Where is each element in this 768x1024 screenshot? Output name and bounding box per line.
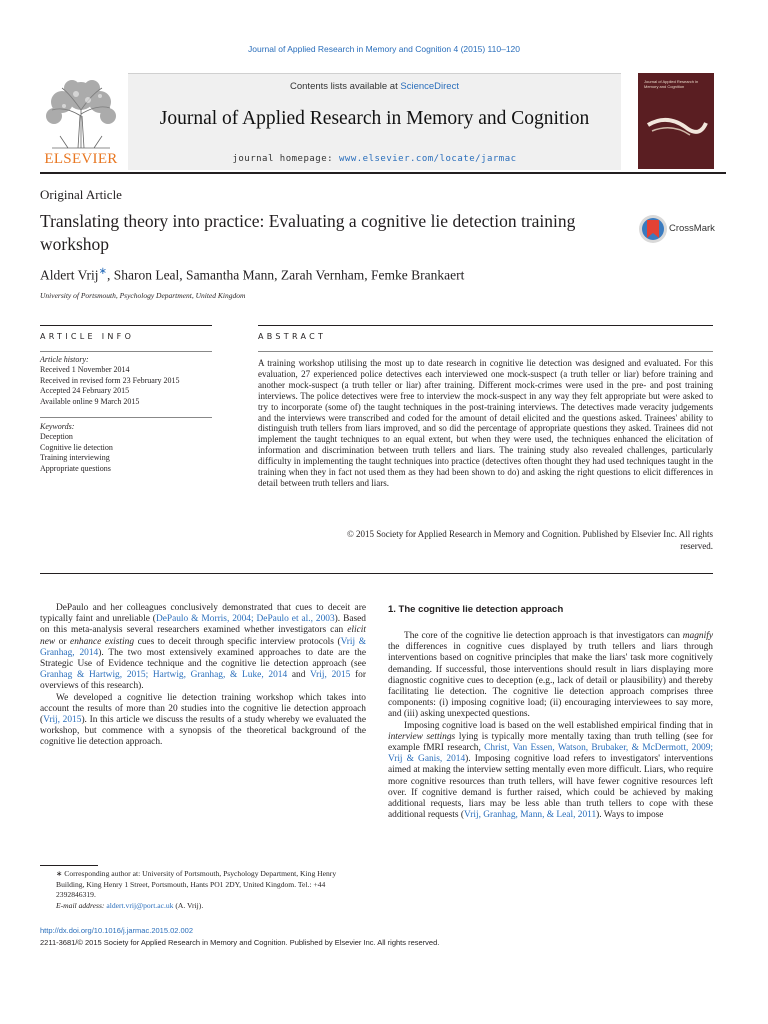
citation-link[interactable]: Vrij, 2015 [309, 670, 351, 681]
footnote-text: ∗ Corresponding author at: University of Portsmouth, Psychology Department, King Henry Building, King Henry 1 Street, Portsmouth, Hants PO1 2DY, United Kingdom. Tel.: +44 2392846319. [56, 869, 337, 900]
journal-title: Journal of Applied Research in Memory and Cognition [159, 108, 590, 129]
keywords-rule [40, 417, 212, 418]
article-info [40, 355, 212, 474]
issn-copyright: 2211-3681/© 2015 Society for Applied Research in Memory and Cognition. Published by Elsevier Inc. All rights reserved. [40, 938, 440, 947]
corresponding-author: Aldert Vrij [40, 267, 99, 283]
footnote-email: E-mail address: aldert.vrij@port.ac.uk (A. Vrij). [56, 901, 204, 911]
crossmark-label: CrossMark [669, 223, 715, 234]
keywords-label: Keywords: [40, 422, 75, 432]
footnote-rule [40, 865, 98, 866]
copyright-line-2: reserved. [680, 540, 713, 551]
history-accepted: Accepted 24 February 2015 [40, 386, 130, 396]
doi-link[interactable]: http://dx.doi.org/10.1016/j.jarmac.2015.02.002 [40, 926, 194, 935]
journal-cover-image [638, 73, 714, 169]
contents-prefix: Contents lists available at [290, 81, 401, 92]
sciencedirect-link[interactable]: ScienceDirect [400, 81, 459, 92]
citation-link[interactable]: DePaulo & Morris, 2004; DePaulo et al., 2003 [155, 614, 335, 625]
abstract-heading: ABSTRACT [258, 332, 327, 341]
copyright-line-1: © 2015 Society for Applied Research in Memory and Cognition. Published by Elsevier Inc. All rights [346, 529, 713, 539]
abstract-text: A training workshop utilising the most up to date research in cognitive lie detection was designed and evaluated. For this evaluation, 27 experienced police detectives each interviewed one mock-suspect (a truth teller or liar) before training and another mock-suspect (a truth teller or liar) after training. Different mock-crimes were used in the pre- and post training interviews. The police detectives were free to interview the mock-suspect in any way they felt appropriate but were asked to try to incorporate (some of) the taught techniques in the post-training interviews. The detectives made veracity judgements and the interviews were transcribed and coded for the amount of detail elicited and the questions asked. Trainees' ability to distinguish truth tellers from liars improved, and so did the percentage of appropriate questions they asked. Trainees did not implement the taught techniques to an equal extent, but when they were used, the techniques enhanced the elicitation of information and discrimination between truth tellers and liars. The training study also revealed challenges, particularly difficulty in implementing the taught techniques into practice (detectives often thought they had used techniques taught in the training when they in fact not used them as they had been shown to do) and asking the right questions to elicit differences in detail between truth tellers and liars. [258, 358, 713, 488]
abstract-top-rule [258, 325, 713, 326]
homepage-link[interactable]: www.elsevier.com/locate/jarmac [338, 154, 517, 164]
contents-line [128, 81, 621, 92]
abstract-bottom-rule [40, 573, 713, 574]
coauthors: , Sharon Leal, Samantha Mann, Zarah Vernham, Femke Brankaert [106, 267, 465, 283]
affiliation: University of Portsmouth, Psychology Department, United Kingdom [40, 291, 246, 300]
abstract-sub-rule [258, 351, 713, 352]
journal-homepage [128, 154, 621, 164]
keyword-item: Deception [40, 432, 73, 442]
history-received: Received 1 November 2014 [40, 365, 130, 375]
abstract-copyright [258, 529, 713, 553]
history-label: Article history: [40, 355, 89, 364]
citation-link[interactable]: Vrij & Granhag, 2014 [40, 636, 366, 658]
body-paragraph: The core of the cognitive lie detection approach is that investigators can magnify the differences in cognitive cues displayed by truth tellers and liars through interventions based on cognitive principles that make the liars' task more cognitively demanding. If successful, those interventions should result in liars displaying more diagnostic cognitive cues to deception (e.g., lack of detail or plausibility) and thereby facilitating lie detection. The cognitive lie detection approach comprises three components: (i) imposing cognitive load; (ii) encouraging interviewees to say more, and (iii) asking unexpected questions. [388, 631, 713, 720]
body-paragraph: Imposing cognitive load is based on the well established empirical finding that in interview settings lying is typically more mentally taxing than truth telling (see for example fMRI research, Christ, Van Essen, Watson, Brubaker, & McDermott, 2009; Vrij & Ganis, 2014). Imposing cognitive load refers to investigators' interventions aimed at making the interview setting mentally even more difficult. Liars, who require more cognitive resources than truth tellers, will have fewer cognitive resources left over. If cognitive demand is further raised, which could be achieved by making additional requests, liars may be less able than truth tellers to cope with these additional requests (Vrij, Granhag, Mann, & Leal, 2011). Ways to impose [388, 720, 714, 821]
body-column-left [40, 603, 366, 749]
history-online: Available online 9 March 2015 [40, 396, 140, 406]
elsevier-tree-icon [40, 76, 122, 150]
homepage-prefix: journal homepage: [232, 154, 339, 164]
info-top-rule [40, 325, 212, 326]
section-heading: 1. The cognitive lie detection approach [388, 604, 564, 615]
body-paragraph: We developed a cognitive lie detection training workshop which takes into account the results of more than 20 studies into the cognitive lie detection approach (Vrij, 2015). In this article we discuss the results of a study whereby we evaluated the workshop, but commence with a synopsis of the theoretical background of the cognitive lie detection approach. [40, 692, 366, 748]
citation-link[interactable]: Vrij, Granhag, Mann, & Leal, 2011 [464, 810, 597, 821]
history-revised: Received in revised form 23 February 2015 [40, 375, 180, 385]
crossmark-button[interactable] [638, 214, 728, 244]
elsevier-logo [40, 76, 122, 168]
elsevier-wordmark: ELSEVIER [44, 151, 118, 167]
journal-masthead [128, 73, 621, 170]
email-link[interactable]: aldert.vrij@port.ac.uk [106, 901, 174, 911]
footnote [40, 869, 366, 912]
cover-title: Journal of Applied Research in Memory and Cognition [644, 79, 699, 89]
corresponding-author-mark[interactable]: ∗ [98, 266, 107, 277]
journal-citation-link[interactable]: Journal of Applied Research in Memory and Cognition 4 (2015) 110–120 [247, 44, 520, 54]
article-info-heading: ARTICLE INFO [40, 332, 135, 341]
crossmark-icon [638, 214, 668, 244]
keyword-item: Training interviewing [40, 453, 110, 463]
citation-link[interactable]: Granhag & Hartwig, 2015; Hartwig, Granhag, & Luke, 2014 [40, 670, 288, 681]
header-rule [40, 172, 726, 174]
article-type: Original Article [40, 187, 122, 202]
cover-art-icon [638, 73, 714, 169]
keyword-item: Appropriate questions [40, 463, 111, 473]
body-column-right [388, 631, 713, 821]
info-sub-rule [40, 351, 212, 352]
keyword-item: Cognitive lie detection [40, 442, 113, 452]
citation-link[interactable]: Christ, Van Essen, Watson, Brubaker, & McDermott, 2009; Vrij & Ganis, 2014 [388, 743, 714, 765]
article-title: Translating theory into practice: Evaluating a cognitive lie detection training workshop [40, 211, 576, 254]
citation-link[interactable]: Vrij, 2015 [43, 715, 82, 726]
body-paragraph: DePaulo and her colleagues conclusively demonstrated that cues to deceit are typically faint and unreliable (DePaulo & Morris, 2004; DePaulo et al., 2003). Based on this meta-analysis several researchers examined whether investigators can elicit new or enhance existing cues to deceit through specific interview protocols (Vrij & Granhag, 2014). The two most extensively examined approaches to date are the Strategic Use of Evidence technique and the cognitive lie detection approach (see Granhag & Hartwig, 2015; Hartwig, Granhag, & Luke, 2014 and Vrij, 2015 for overviews of this research). [40, 603, 367, 692]
author-list [40, 266, 464, 284]
